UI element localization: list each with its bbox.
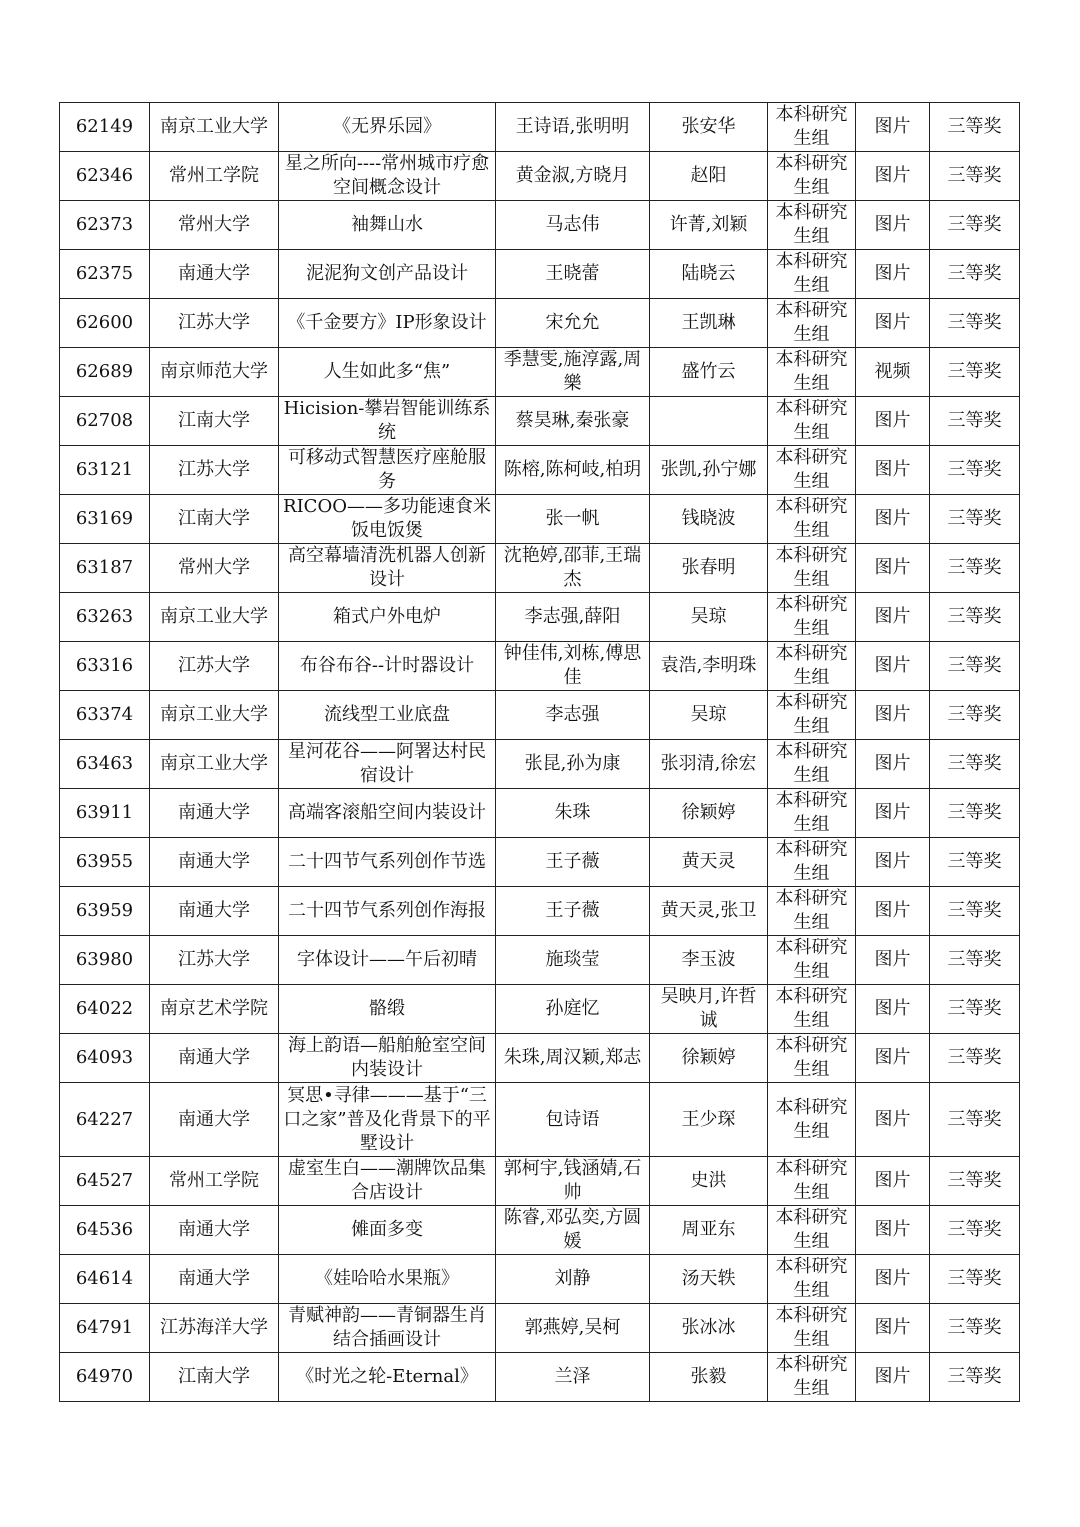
advisor-cell: 许菁,刘颖 bbox=[650, 201, 768, 250]
group-cell: 本科研究生组 bbox=[768, 789, 856, 838]
group-cell: 本科研究生组 bbox=[768, 397, 856, 446]
work-title-cell: 星之所向----常州城市疗愈空间概念设计 bbox=[279, 152, 496, 201]
award-cell: 三等奖 bbox=[930, 642, 1020, 691]
advisor-cell: 张凯,孙宁娜 bbox=[650, 446, 768, 495]
school-cell: 南京艺术学院 bbox=[150, 985, 279, 1034]
group-cell: 本科研究生组 bbox=[768, 1353, 856, 1402]
work-type-cell: 图片 bbox=[856, 544, 930, 593]
school-cell: 南通大学 bbox=[150, 887, 279, 936]
entry-id-cell: 64022 bbox=[60, 985, 150, 1034]
authors-cell: 郭柯宇,钱涵婧,石帅 bbox=[496, 1157, 650, 1206]
work-type-cell: 图片 bbox=[856, 789, 930, 838]
work-title-cell: 海上韵语—船舶舱室空间内装设计 bbox=[279, 1034, 496, 1083]
award-cell: 三等奖 bbox=[930, 397, 1020, 446]
group-cell: 本科研究生组 bbox=[768, 887, 856, 936]
award-cell: 三等奖 bbox=[930, 985, 1020, 1034]
work-type-cell: 图片 bbox=[856, 1353, 930, 1402]
authors-cell: 李志强,薛阳 bbox=[496, 593, 650, 642]
advisor-cell: 徐颖婷 bbox=[650, 1034, 768, 1083]
group-cell: 本科研究生组 bbox=[768, 740, 856, 789]
school-cell: 南通大学 bbox=[150, 1034, 279, 1083]
group-cell: 本科研究生组 bbox=[768, 201, 856, 250]
authors-cell: 朱珠,周汉颖,郑志 bbox=[496, 1034, 650, 1083]
work-title-cell: 高空幕墙清洗机器人创新设计 bbox=[279, 544, 496, 593]
entry-id-cell: 64227 bbox=[60, 1083, 150, 1157]
award-cell: 三等奖 bbox=[930, 1255, 1020, 1304]
table-row bbox=[60, 103, 1020, 152]
work-type-cell: 图片 bbox=[856, 593, 930, 642]
work-type-cell: 图片 bbox=[856, 1157, 930, 1206]
entry-id-cell: 62689 bbox=[60, 348, 150, 397]
work-title-cell: 星河花谷——阿署达村民宿设计 bbox=[279, 740, 496, 789]
table-row bbox=[60, 397, 1020, 446]
entry-id-cell: 63263 bbox=[60, 593, 150, 642]
group-cell: 本科研究生组 bbox=[768, 250, 856, 299]
authors-cell: 李志强 bbox=[496, 691, 650, 740]
authors-cell: 王子薇 bbox=[496, 887, 650, 936]
advisor-cell: 张羽清,徐宏 bbox=[650, 740, 768, 789]
work-type-cell: 图片 bbox=[856, 838, 930, 887]
school-cell: 江苏大学 bbox=[150, 936, 279, 985]
work-title-cell: 高端客滚船空间内装设计 bbox=[279, 789, 496, 838]
work-title-cell: 《无界乐园》 bbox=[279, 103, 496, 152]
award-cell: 三等奖 bbox=[930, 1304, 1020, 1353]
award-cell: 三等奖 bbox=[930, 1353, 1020, 1402]
group-cell: 本科研究生组 bbox=[768, 642, 856, 691]
school-cell: 江南大学 bbox=[150, 495, 279, 544]
group-cell: 本科研究生组 bbox=[768, 299, 856, 348]
authors-cell: 王诗语,张明明 bbox=[496, 103, 650, 152]
authors-cell: 刘静 bbox=[496, 1255, 650, 1304]
table-row bbox=[60, 642, 1020, 691]
table-row bbox=[60, 1083, 1020, 1157]
authors-cell: 季慧雯,施淳露,周樂 bbox=[496, 348, 650, 397]
school-cell: 南通大学 bbox=[150, 1083, 279, 1157]
work-type-cell: 图片 bbox=[856, 1304, 930, 1353]
award-cell: 三等奖 bbox=[930, 740, 1020, 789]
school-cell: 江南大学 bbox=[150, 397, 279, 446]
school-cell: 常州大学 bbox=[150, 201, 279, 250]
group-cell: 本科研究生组 bbox=[768, 593, 856, 642]
group-cell: 本科研究生组 bbox=[768, 838, 856, 887]
authors-cell: 孙庭忆 bbox=[496, 985, 650, 1034]
work-type-cell: 图片 bbox=[856, 1206, 930, 1255]
authors-cell: 施琰莹 bbox=[496, 936, 650, 985]
table-row bbox=[60, 593, 1020, 642]
award-cell: 三等奖 bbox=[930, 495, 1020, 544]
school-cell: 南京工业大学 bbox=[150, 593, 279, 642]
award-cell: 三等奖 bbox=[930, 691, 1020, 740]
table-row bbox=[60, 936, 1020, 985]
authors-cell: 张昆,孙为康 bbox=[496, 740, 650, 789]
advisor-cell: 吴映月,许哲诚 bbox=[650, 985, 768, 1034]
group-cell: 本科研究生组 bbox=[768, 348, 856, 397]
work-title-cell: 字体设计——午后初晴 bbox=[279, 936, 496, 985]
entry-id-cell: 64791 bbox=[60, 1304, 150, 1353]
awards-table bbox=[59, 102, 1020, 1402]
work-title-cell: RICOO——多功能速食米饭电饭煲 bbox=[279, 495, 496, 544]
school-cell: 江苏大学 bbox=[150, 299, 279, 348]
advisor-cell: 王少琛 bbox=[650, 1083, 768, 1157]
school-cell: 南通大学 bbox=[150, 838, 279, 887]
entry-id-cell: 63911 bbox=[60, 789, 150, 838]
work-type-cell: 图片 bbox=[856, 1255, 930, 1304]
group-cell: 本科研究生组 bbox=[768, 1034, 856, 1083]
work-title-cell: 虚室生白——潮牌饮品集合店设计 bbox=[279, 1157, 496, 1206]
group-cell: 本科研究生组 bbox=[768, 495, 856, 544]
entry-id-cell: 63187 bbox=[60, 544, 150, 593]
entry-id-cell: 62373 bbox=[60, 201, 150, 250]
table-row bbox=[60, 887, 1020, 936]
award-cell: 三等奖 bbox=[930, 299, 1020, 348]
table-row bbox=[60, 740, 1020, 789]
advisor-cell: 张毅 bbox=[650, 1353, 768, 1402]
authors-cell: 朱珠 bbox=[496, 789, 650, 838]
award-cell: 三等奖 bbox=[930, 201, 1020, 250]
work-title-cell: 可移动式智慧医疗座舱服务 bbox=[279, 446, 496, 495]
advisor-cell: 钱晓波 bbox=[650, 495, 768, 544]
group-cell: 本科研究生组 bbox=[768, 103, 856, 152]
award-cell: 三等奖 bbox=[930, 544, 1020, 593]
award-cell: 三等奖 bbox=[930, 1157, 1020, 1206]
work-title-cell: 布谷布谷--计时器设计 bbox=[279, 642, 496, 691]
group-cell: 本科研究生组 bbox=[768, 544, 856, 593]
work-type-cell: 图片 bbox=[856, 936, 930, 985]
work-type-cell: 图片 bbox=[856, 446, 930, 495]
work-title-cell: 二十四节气系列创作节选 bbox=[279, 838, 496, 887]
table-row bbox=[60, 299, 1020, 348]
entry-id-cell: 62149 bbox=[60, 103, 150, 152]
group-cell: 本科研究生组 bbox=[768, 691, 856, 740]
award-cell: 三等奖 bbox=[930, 348, 1020, 397]
award-cell: 三等奖 bbox=[930, 593, 1020, 642]
group-cell: 本科研究生组 bbox=[768, 1083, 856, 1157]
table-row bbox=[60, 789, 1020, 838]
school-cell: 南通大学 bbox=[150, 1206, 279, 1255]
entry-id-cell: 63316 bbox=[60, 642, 150, 691]
award-cell: 三等奖 bbox=[930, 250, 1020, 299]
table-row bbox=[60, 1034, 1020, 1083]
work-title-cell: 《娃哈哈水果瓶》 bbox=[279, 1255, 496, 1304]
advisor-cell: 盛竹云 bbox=[650, 348, 768, 397]
group-cell: 本科研究生组 bbox=[768, 1304, 856, 1353]
table-row bbox=[60, 201, 1020, 250]
group-cell: 本科研究生组 bbox=[768, 1157, 856, 1206]
work-title-cell: 傩面多变 bbox=[279, 1206, 496, 1255]
entry-id-cell: 63169 bbox=[60, 495, 150, 544]
group-cell: 本科研究生组 bbox=[768, 152, 856, 201]
advisor-cell: 王凯琳 bbox=[650, 299, 768, 348]
authors-cell: 钟佳伟,刘栋,傅思佳 bbox=[496, 642, 650, 691]
work-title-cell: 青赋神韵——青铜器生肖结合插画设计 bbox=[279, 1304, 496, 1353]
table-row bbox=[60, 691, 1020, 740]
entry-id-cell: 63980 bbox=[60, 936, 150, 985]
entry-id-cell: 63463 bbox=[60, 740, 150, 789]
school-cell: 常州工学院 bbox=[150, 1157, 279, 1206]
work-title-cell: 泥泥狗文创产品设计 bbox=[279, 250, 496, 299]
school-cell: 南京师范大学 bbox=[150, 348, 279, 397]
table-row bbox=[60, 1157, 1020, 1206]
advisor-cell: 张冰冰 bbox=[650, 1304, 768, 1353]
group-cell: 本科研究生组 bbox=[768, 446, 856, 495]
table-row bbox=[60, 838, 1020, 887]
table-row bbox=[60, 1304, 1020, 1353]
entry-id-cell: 64614 bbox=[60, 1255, 150, 1304]
awards-table-body bbox=[60, 103, 1020, 1402]
authors-cell: 王晓蕾 bbox=[496, 250, 650, 299]
table-row bbox=[60, 152, 1020, 201]
school-cell: 江南大学 bbox=[150, 1353, 279, 1402]
authors-cell: 陈睿,邓弘奕,方圆媛 bbox=[496, 1206, 650, 1255]
authors-cell: 黄金淑,方晓月 bbox=[496, 152, 650, 201]
advisor-cell: 汤天轶 bbox=[650, 1255, 768, 1304]
table-row bbox=[60, 446, 1020, 495]
award-cell: 三等奖 bbox=[930, 103, 1020, 152]
authors-cell: 包诗语 bbox=[496, 1083, 650, 1157]
work-type-cell: 图片 bbox=[856, 250, 930, 299]
work-type-cell: 图片 bbox=[856, 299, 930, 348]
work-type-cell: 图片 bbox=[856, 397, 930, 446]
award-cell: 三等奖 bbox=[930, 789, 1020, 838]
advisor-cell: 吴琼 bbox=[650, 593, 768, 642]
table-row bbox=[60, 250, 1020, 299]
entry-id-cell: 62708 bbox=[60, 397, 150, 446]
entry-id-cell: 62600 bbox=[60, 299, 150, 348]
school-cell: 江苏海洋大学 bbox=[150, 1304, 279, 1353]
group-cell: 本科研究生组 bbox=[768, 985, 856, 1034]
work-title-cell: 骼缎 bbox=[279, 985, 496, 1034]
work-title-cell: 《千金要方》IP形象设计 bbox=[279, 299, 496, 348]
entry-id-cell: 63121 bbox=[60, 446, 150, 495]
table-row bbox=[60, 495, 1020, 544]
table-row bbox=[60, 544, 1020, 593]
entry-id-cell: 64536 bbox=[60, 1206, 150, 1255]
work-title-cell: Hicision-攀岩智能训练系统 bbox=[279, 397, 496, 446]
table-row bbox=[60, 1255, 1020, 1304]
award-cell: 三等奖 bbox=[930, 1034, 1020, 1083]
school-cell: 常州工学院 bbox=[150, 152, 279, 201]
work-type-cell: 视频 bbox=[856, 348, 930, 397]
group-cell: 本科研究生组 bbox=[768, 1255, 856, 1304]
advisor-cell: 黄天灵 bbox=[650, 838, 768, 887]
award-cell: 三等奖 bbox=[930, 936, 1020, 985]
school-cell: 江苏大学 bbox=[150, 446, 279, 495]
authors-cell: 沈艳婷,邵菲,王瑞杰 bbox=[496, 544, 650, 593]
table-row bbox=[60, 348, 1020, 397]
work-type-cell: 图片 bbox=[856, 201, 930, 250]
work-title-cell: 袖舞山水 bbox=[279, 201, 496, 250]
advisor-cell: 史洪 bbox=[650, 1157, 768, 1206]
authors-cell: 宋允允 bbox=[496, 299, 650, 348]
advisor-cell: 李玉波 bbox=[650, 936, 768, 985]
advisor-cell: 赵阳 bbox=[650, 152, 768, 201]
table-row bbox=[60, 985, 1020, 1034]
school-cell: 南通大学 bbox=[150, 789, 279, 838]
authors-cell: 马志伟 bbox=[496, 201, 650, 250]
work-type-cell: 图片 bbox=[856, 887, 930, 936]
group-cell: 本科研究生组 bbox=[768, 936, 856, 985]
entry-id-cell: 64093 bbox=[60, 1034, 150, 1083]
advisor-cell: 张安华 bbox=[650, 103, 768, 152]
entry-id-cell: 64527 bbox=[60, 1157, 150, 1206]
authors-cell: 王子薇 bbox=[496, 838, 650, 887]
table-row bbox=[60, 1353, 1020, 1402]
advisor-cell: 张春明 bbox=[650, 544, 768, 593]
work-title-cell: 《时光之轮-Eternal》 bbox=[279, 1353, 496, 1402]
work-type-cell: 图片 bbox=[856, 152, 930, 201]
work-type-cell: 图片 bbox=[856, 495, 930, 544]
school-cell: 南京工业大学 bbox=[150, 103, 279, 152]
advisor-cell: 徐颖婷 bbox=[650, 789, 768, 838]
advisor-cell: 黄天灵,张卫 bbox=[650, 887, 768, 936]
entry-id-cell: 62375 bbox=[60, 250, 150, 299]
authors-cell: 郭燕婷,吴柯 bbox=[496, 1304, 650, 1353]
advisor-cell: 吴琼 bbox=[650, 691, 768, 740]
entry-id-cell: 63955 bbox=[60, 838, 150, 887]
advisor-cell: 袁浩,李明珠 bbox=[650, 642, 768, 691]
entry-id-cell: 62346 bbox=[60, 152, 150, 201]
group-cell: 本科研究生组 bbox=[768, 1206, 856, 1255]
school-cell: 南通大学 bbox=[150, 250, 279, 299]
advisor-cell bbox=[650, 397, 768, 446]
school-cell: 南京工业大学 bbox=[150, 691, 279, 740]
award-cell: 三等奖 bbox=[930, 887, 1020, 936]
work-title-cell: 流线型工业底盘 bbox=[279, 691, 496, 740]
award-cell: 三等奖 bbox=[930, 1083, 1020, 1157]
work-type-cell: 图片 bbox=[856, 103, 930, 152]
authors-cell: 兰泽 bbox=[496, 1353, 650, 1402]
table-row bbox=[60, 1206, 1020, 1255]
award-cell: 三等奖 bbox=[930, 152, 1020, 201]
award-cell: 三等奖 bbox=[930, 446, 1020, 495]
authors-cell: 张一帆 bbox=[496, 495, 650, 544]
work-type-cell: 图片 bbox=[856, 1034, 930, 1083]
work-type-cell: 图片 bbox=[856, 740, 930, 789]
entry-id-cell: 64970 bbox=[60, 1353, 150, 1402]
school-cell: 南京工业大学 bbox=[150, 740, 279, 789]
work-title-cell: 冥思•寻律———基于“三口之家”普及化背景下的平墅设计 bbox=[279, 1083, 496, 1157]
authors-cell: 陈榕,陈柯岐,柏玥 bbox=[496, 446, 650, 495]
award-cell: 三等奖 bbox=[930, 1206, 1020, 1255]
advisor-cell: 周亚东 bbox=[650, 1206, 768, 1255]
school-cell: 江苏大学 bbox=[150, 642, 279, 691]
work-title-cell: 箱式户外电炉 bbox=[279, 593, 496, 642]
authors-cell: 蔡昊琳,秦张豪 bbox=[496, 397, 650, 446]
work-title-cell: 二十四节气系列创作海报 bbox=[279, 887, 496, 936]
entry-id-cell: 63959 bbox=[60, 887, 150, 936]
school-cell: 常州大学 bbox=[150, 544, 279, 593]
entry-id-cell: 63374 bbox=[60, 691, 150, 740]
award-cell: 三等奖 bbox=[930, 838, 1020, 887]
work-type-cell: 图片 bbox=[856, 642, 930, 691]
work-title-cell: 人生如此多“焦” bbox=[279, 348, 496, 397]
work-type-cell: 图片 bbox=[856, 691, 930, 740]
advisor-cell: 陆晓云 bbox=[650, 250, 768, 299]
work-type-cell: 图片 bbox=[856, 985, 930, 1034]
work-type-cell: 图片 bbox=[856, 1083, 930, 1157]
school-cell: 南通大学 bbox=[150, 1255, 279, 1304]
